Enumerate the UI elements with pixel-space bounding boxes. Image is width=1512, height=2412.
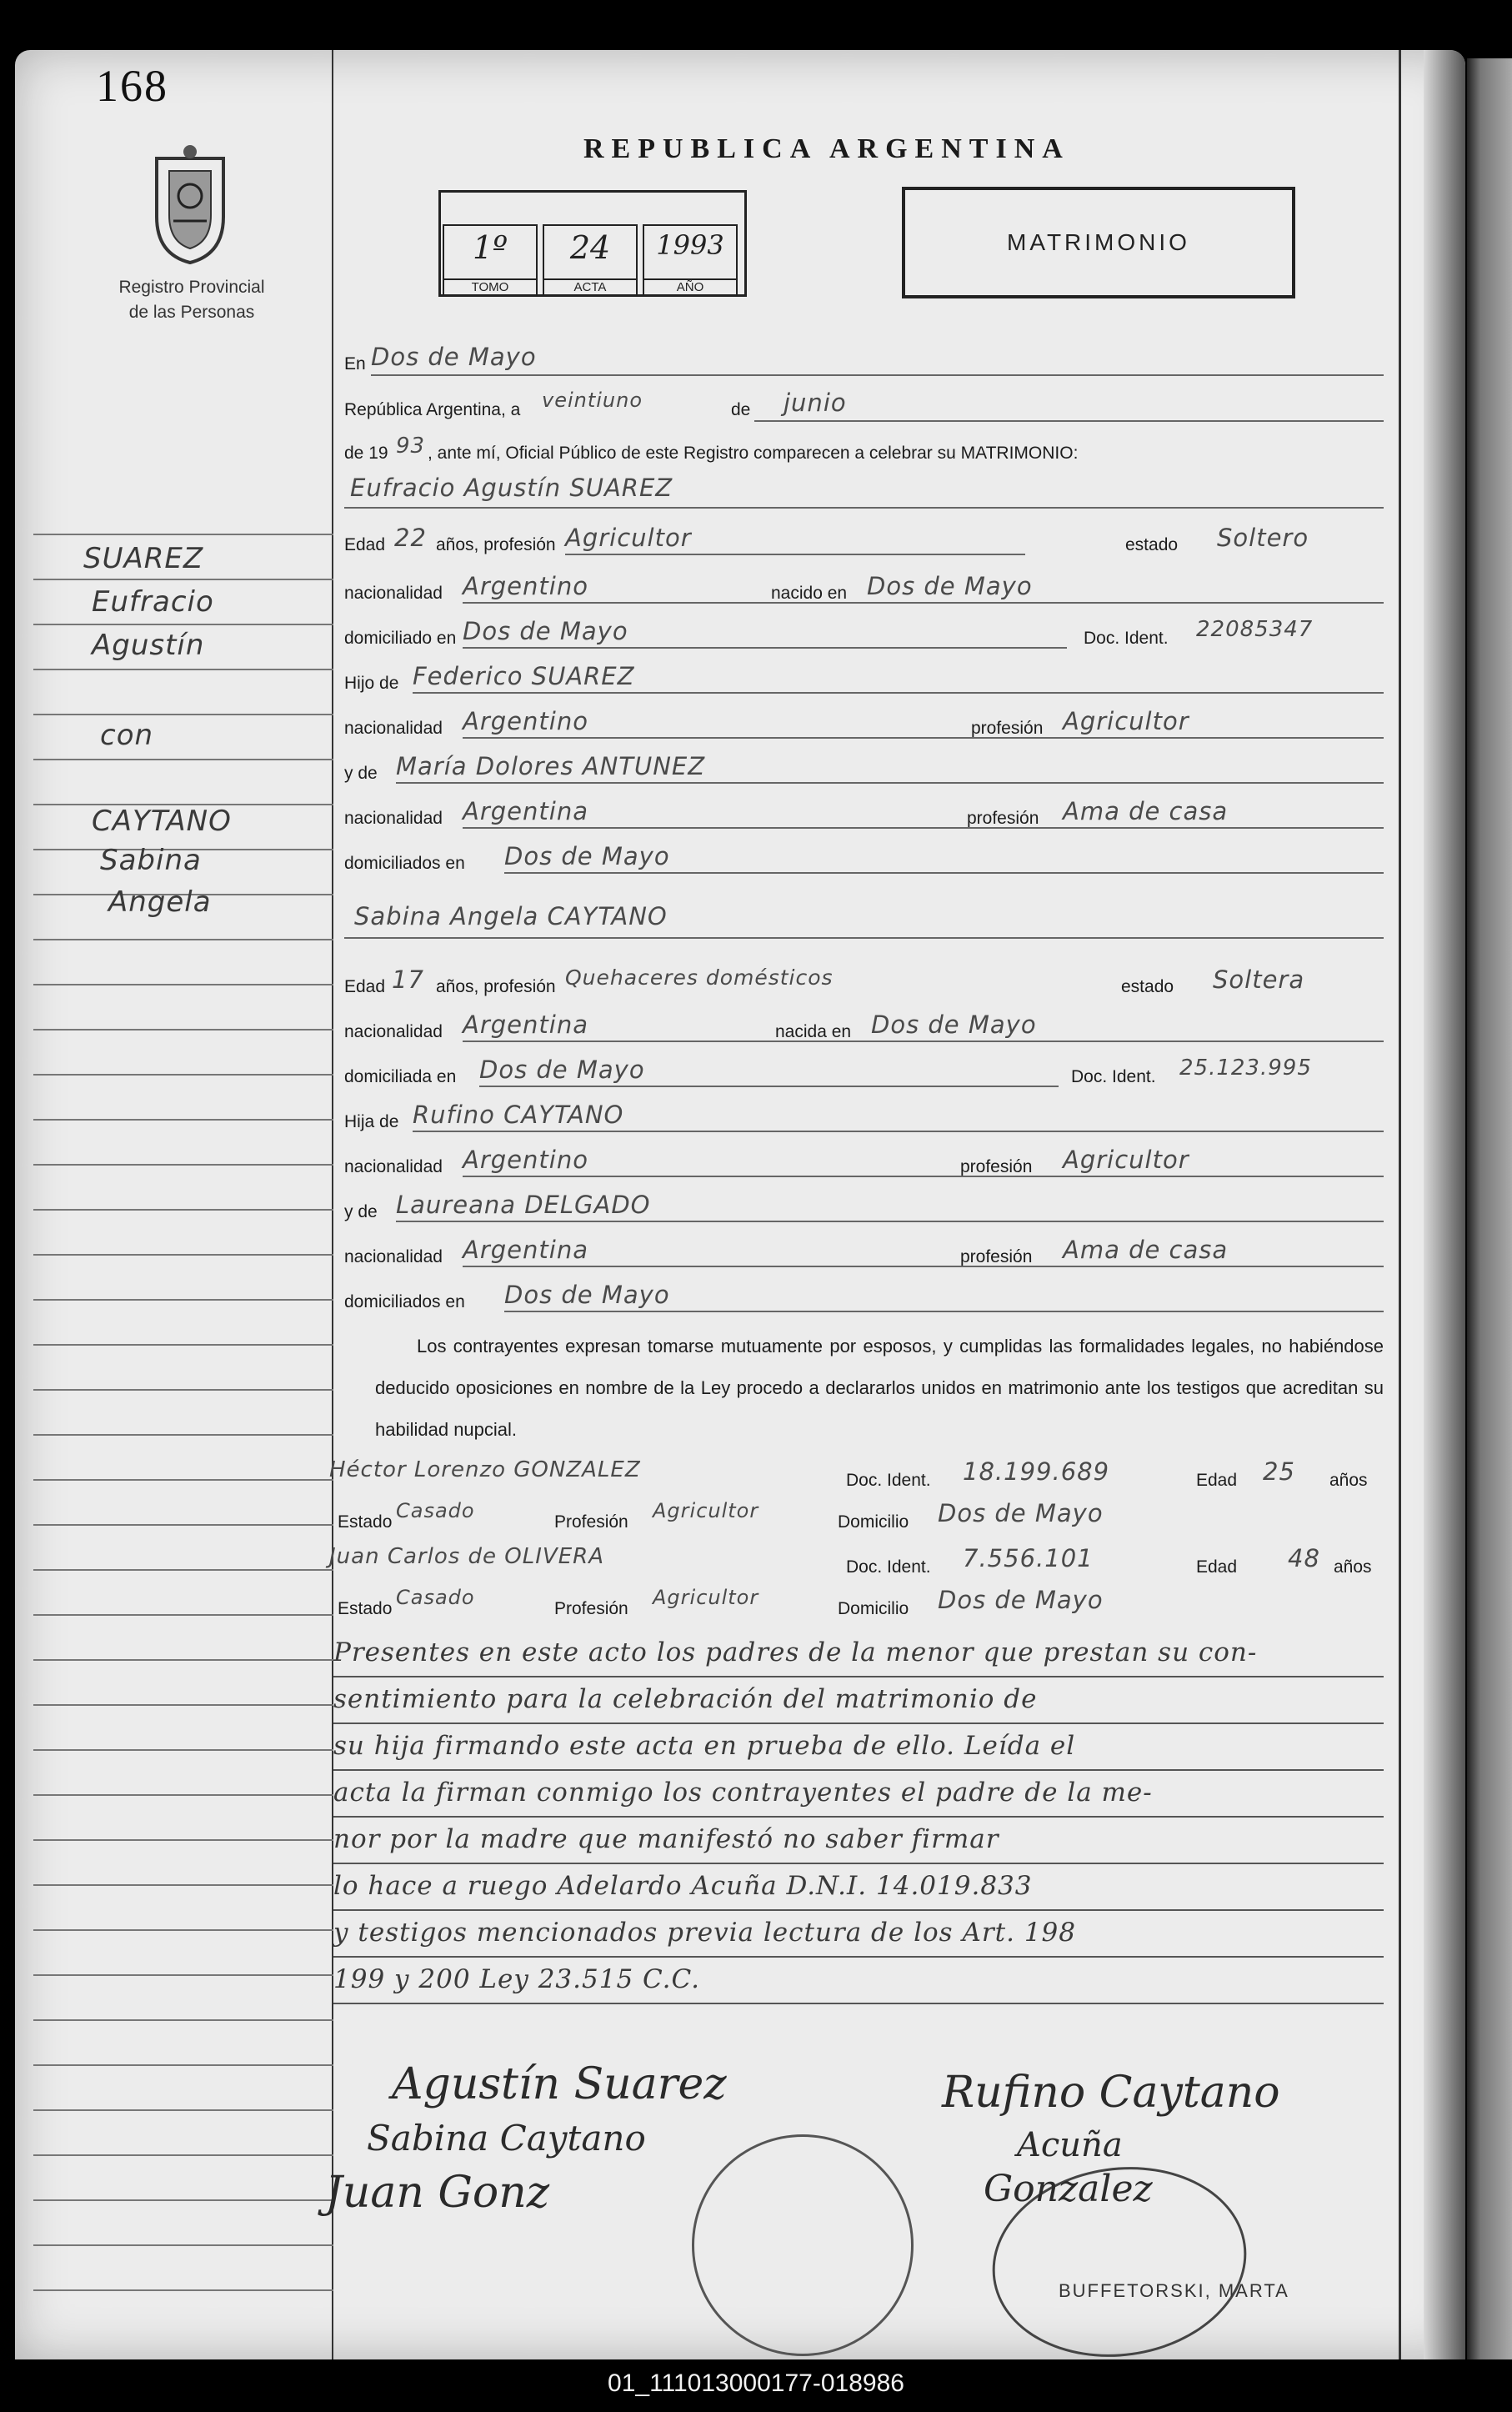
- groom-mother: María Dolores ANTUNEZ: [396, 752, 706, 780]
- margin-ruled-line: [33, 1749, 333, 1751]
- bride-mother-nationality: Argentina: [463, 1236, 588, 1264]
- groom-mother-nat-row: [329, 799, 1384, 832]
- margin-ruled-line: [33, 2064, 333, 2066]
- witness1-age: 25: [1263, 1457, 1295, 1486]
- w1-domicilio-label: Domicilio: [838, 1512, 909, 1532]
- bride-profesion-label: años, profesión: [436, 977, 556, 996]
- anio-value: 1993: [656, 229, 724, 261]
- nacionalidad-label: nacionalidad: [344, 584, 443, 603]
- bride-father-nat-row: [329, 1147, 1384, 1181]
- bride-father-nationality: Argentino: [463, 1146, 588, 1174]
- bride-doc: 25.123.995: [1179, 1056, 1312, 1081]
- bride-name-row: [329, 902, 1384, 935]
- ruego-signature: Acuña: [1017, 2126, 1123, 2164]
- witness1-doc: 18.199.689: [963, 1457, 1110, 1486]
- opening-year-row: [329, 435, 1384, 469]
- bride-estado-label: estado: [1121, 977, 1174, 996]
- groom-domicile: Dos de Mayo: [463, 617, 628, 645]
- acta-cell: [543, 224, 638, 294]
- bride-status: Soltera: [1213, 965, 1305, 994]
- groom-birthplace: Dos de Mayo: [867, 572, 1033, 600]
- witness1-domicile: Dos de Mayo: [938, 1499, 1104, 1527]
- bride-nationality-row: [329, 1012, 1384, 1046]
- groom-domicile-row: [329, 619, 1384, 652]
- margin-middle-name: Agustín: [92, 629, 205, 662]
- witness2-signature: Gonzalez: [984, 2168, 1153, 2210]
- groom-profession: Agricultor: [565, 524, 692, 552]
- opening-place-row: [329, 343, 1384, 379]
- margin-given-name: Eufracio: [92, 585, 214, 619]
- nacido-label: nacido en: [771, 584, 848, 603]
- margin-ruled-line: [33, 2289, 333, 2291]
- stamp-text: BUFFETORSKI, MARTA: [1059, 2280, 1289, 2301]
- anio-cell: [643, 224, 738, 294]
- groom-mother-nationality: Argentina: [463, 797, 588, 825]
- groom-father-row: [329, 664, 1384, 697]
- margin-ruled-line: [33, 2154, 333, 2156]
- witness2-status: Casado: [396, 1586, 475, 1609]
- note-line-6: lo hace a ruego Adelardo Acuña D.N.I. 14.019.833: [333, 1871, 1033, 1901]
- margin-ruled-line: [33, 1254, 333, 1256]
- groom-mother-row: [329, 754, 1384, 787]
- act-type-box: MATRIMONIO: [902, 187, 1295, 298]
- margin-ruled-line: [33, 1029, 333, 1030]
- groom-parents-domicile: Dos de Mayo: [504, 842, 670, 870]
- w1-anos-label: años: [1329, 1471, 1368, 1490]
- right-margin-rule: [1399, 50, 1401, 2359]
- margin-ruled-line: [33, 1569, 333, 1571]
- margin-surname: SUAREZ: [83, 542, 204, 575]
- bride-nac-label-2: nacionalidad: [344, 1157, 443, 1176]
- groom-age-row: [329, 525, 1384, 559]
- tomo-value: 1º: [472, 229, 508, 266]
- witness1-name: Héctor Lorenzo GONZALEZ: [329, 1457, 641, 1482]
- note-line-2: sentimiento para la celebración del matrimonio de: [333, 1684, 1038, 1714]
- bride-parents-domicile: Dos de Mayo: [504, 1281, 670, 1309]
- profesion-label-3: profesión: [967, 809, 1039, 828]
- w2-domicilio-label: Domicilio: [838, 1599, 909, 1618]
- w2-edad-label: Edad: [1196, 1557, 1238, 1577]
- bride-doc-label: Doc. Ident.: [1071, 1067, 1156, 1086]
- bride-edad-label: Edad: [344, 977, 386, 996]
- groom-father: Federico SUAREZ: [413, 662, 635, 690]
- bride-father: Rufino CAYTANO: [413, 1101, 624, 1129]
- witness1-row: [329, 1457, 1384, 1494]
- witness2-name: Juan Carlos de OLIVERA: [329, 1544, 604, 1569]
- margin-ruled-line: [33, 1074, 333, 1076]
- day-value: veintiuno: [542, 389, 643, 412]
- margin-ruled-line: [33, 1299, 333, 1301]
- bride-mother: Laureana DELGADO: [396, 1191, 651, 1219]
- groom-doc: 22085347: [1196, 617, 1314, 642]
- margin-ruled-line: [33, 1119, 333, 1121]
- witness2-profession: Agricultor: [653, 1586, 759, 1609]
- opening-date-row: [329, 389, 1384, 425]
- groom-parents-domicile-row: [329, 844, 1384, 877]
- margin-ruled-line: [33, 1479, 333, 1481]
- margin-ruled-line: [33, 1209, 333, 1211]
- bride-name: Sabina Angela CAYTANO: [354, 902, 668, 930]
- hija-label: Hija de: [344, 1112, 399, 1131]
- groom-signature: Agustín Suarez: [392, 2059, 727, 2109]
- margin-bride-name: Sabina: [100, 844, 202, 877]
- margin-ruled-line: [33, 2109, 333, 2111]
- bride-mother-nat-row: [329, 1237, 1384, 1271]
- father-signature: Rufino Caytano: [942, 2068, 1280, 2118]
- witness2-age: 48: [1288, 1544, 1320, 1572]
- margin-ruled-line: [33, 1434, 333, 1436]
- year-suffix: 93: [396, 434, 426, 459]
- margin-ruled-line: [33, 579, 333, 580]
- margin-ruled-line: [33, 1344, 333, 1346]
- groom-father-profession: Agricultor: [1063, 707, 1189, 735]
- note-line-4: acta la firman conmigo los contrayentes el padre de la me-: [333, 1778, 1153, 1808]
- volume-box: [438, 190, 747, 297]
- nacionalidad-label-3: nacionalidad: [344, 809, 443, 828]
- witness2-doc: 7.556.101: [963, 1544, 1094, 1572]
- w2-estado-label: Estado: [338, 1599, 393, 1618]
- domiciliado-label: domiciliado en: [344, 629, 457, 648]
- w2-profesion-label: Profesión: [554, 1599, 628, 1618]
- anio-label: AÑO: [644, 278, 736, 294]
- margin-ruled-line: [33, 1524, 333, 1526]
- profesion-label: años, profesión: [436, 535, 556, 554]
- margin-ruled-line: [33, 1929, 333, 1931]
- official-stamp: [692, 2134, 914, 2356]
- groom-status: Soltero: [1217, 524, 1309, 552]
- note-line-5: nor por la madre que manifestó no saber firmar: [333, 1824, 999, 1854]
- groom-mother-profession: Ama de casa: [1063, 797, 1229, 825]
- acta-value: 24: [569, 229, 611, 266]
- w2-doc-label: Doc. Ident.: [846, 1557, 931, 1577]
- bride-yde-label: y de: [344, 1202, 378, 1221]
- w1-edad-label: Edad: [1196, 1471, 1238, 1490]
- w1-profesion-label: Profesión: [554, 1512, 628, 1532]
- margin-ruled-line: [33, 534, 333, 535]
- nacida-label: nacida en: [775, 1022, 852, 1041]
- groom-name-row: [329, 474, 1384, 507]
- witness2-domicile: Dos de Mayo: [938, 1586, 1104, 1614]
- w1-doc-label: Doc. Ident.: [846, 1471, 931, 1490]
- margin-ruled-line: [33, 1794, 333, 1796]
- groom-father-nationality: Argentino: [463, 707, 588, 735]
- bride-mother-row: [329, 1192, 1384, 1226]
- de-label: de: [731, 400, 751, 419]
- bride-domiciliados-label: domiciliados en: [344, 1292, 465, 1311]
- bride-father-row: [329, 1102, 1384, 1136]
- acta-label: ACTA: [544, 278, 636, 294]
- note-line-7: y testigos mencionados previa lectura de los Art. 198: [333, 1918, 1076, 1948]
- domiciliada-label: domiciliada en: [344, 1067, 457, 1086]
- bride-nac-label-3: nacionalidad: [344, 1247, 443, 1266]
- folio-number: 168: [96, 61, 168, 111]
- margin-bride-surname: CAYTANO: [92, 805, 232, 838]
- margin-ruled-line: [33, 2019, 333, 2021]
- bride-prof-label-2: profesión: [960, 1157, 1033, 1176]
- registry-name: Registro Provincial de las Personas: [118, 278, 265, 322]
- margin-ruled-line: [33, 984, 333, 985]
- nacionalidad-label-2: nacionalidad: [344, 719, 443, 738]
- domiciliados-label: domiciliados en: [344, 854, 465, 873]
- doc-label: Doc. Ident.: [1084, 629, 1169, 648]
- bride-parents-domicile-row: [329, 1282, 1384, 1316]
- note-line-3: su hija firmando este acta en prueba de ello. Leída el: [333, 1731, 1076, 1761]
- tomo-cell: [443, 224, 538, 294]
- bride-nationality: Argentina: [463, 1010, 588, 1039]
- witness-signature: Juan Gonz: [325, 2168, 550, 2218]
- image-caption: 01_111013000177-018986: [608, 2369, 904, 2397]
- bride-age: 17: [392, 965, 424, 994]
- tomo-label: TOMO: [444, 278, 536, 294]
- bride-age-row: [329, 967, 1384, 1000]
- estado-label: estado: [1125, 535, 1179, 554]
- bride-domicile: Dos de Mayo: [479, 1056, 645, 1084]
- edad-label: Edad: [344, 535, 386, 554]
- margin-ruled-line: [33, 1389, 333, 1391]
- groom-father-nat-row: [329, 709, 1384, 742]
- declaration-text: Los contrayentes expresan tomarse mutuamente por esposos, y cumplidas las formalidades legales, no habiéndose deducido oposiciones en nombre de la Ley procedo a declararlos unidos en matrimonio ante los testigos que acreditan su habilidad nupcial.: [375, 1336, 1384, 1440]
- hijo-label: Hijo de: [344, 674, 399, 693]
- en-label: En: [344, 354, 366, 374]
- margin-bride-middle: Angela: [108, 885, 212, 919]
- groom-nationality: Argentino: [463, 572, 588, 600]
- provincial-seal-icon: [140, 142, 240, 267]
- bride-profession: Quehaceres domésticos: [565, 965, 834, 990]
- margin-ruled-line: [33, 1164, 333, 1166]
- bride-birthplace: Dos de Mayo: [871, 1010, 1037, 1039]
- groom-name: Eufracio Agustín SUAREZ: [350, 474, 673, 502]
- yde-label: y de: [344, 764, 378, 783]
- margin-ruled-line: [33, 714, 333, 715]
- bride-father-profession: Agricultor: [1063, 1146, 1189, 1174]
- margin-ruled-line: [33, 669, 333, 670]
- margin-ruled-line: [33, 1704, 333, 1706]
- margin-ruled-line: [33, 1659, 333, 1661]
- witness1-details-row: [329, 1499, 1384, 1536]
- profesion-label-2: profesión: [971, 719, 1044, 738]
- margin-ruled-line: [33, 1884, 333, 1886]
- witness2-row: [329, 1544, 1384, 1581]
- groom-nationality-row: [329, 574, 1384, 607]
- month-value: junio: [784, 389, 847, 417]
- margin-ruled-line: [33, 624, 333, 625]
- margin-ruled-line: [33, 1614, 333, 1616]
- witness2-details-row: [329, 1586, 1384, 1622]
- witness1-profession: Agricultor: [653, 1499, 759, 1522]
- margin-ruled-line: [33, 2199, 333, 2201]
- margin-ruled-line: [33, 939, 333, 940]
- margin-ruled-line: [33, 1839, 333, 1841]
- margin-con: con: [100, 719, 154, 752]
- groom-age: 22: [394, 524, 427, 552]
- republica-label: República Argentina, a: [344, 400, 521, 419]
- bride-signature: Sabina Caytano: [367, 2118, 646, 2159]
- note-line-1: Presentes en este acto los padres de la menor que prestan su con-: [333, 1637, 1258, 1667]
- facing-page-edge: [1467, 58, 1512, 2359]
- w2-anos-label: años: [1334, 1557, 1372, 1577]
- statement: , ante mí, Oficial Público de este Registro comparecen a celebrar su MATRIMONIO:: [428, 444, 1079, 463]
- margin-ruled-line: [33, 1974, 333, 1976]
- witness1-status: Casado: [396, 1499, 475, 1522]
- bride-domicile-row: [329, 1057, 1384, 1091]
- bride-prof-label-3: profesión: [960, 1247, 1033, 1266]
- country-heading: REPUBLICA ARGENTINA: [583, 133, 1070, 164]
- place-value: Dos de Mayo: [371, 343, 537, 371]
- w1-estado-label: Estado: [338, 1512, 393, 1532]
- bride-mother-profession: Ama de casa: [1063, 1236, 1229, 1264]
- year-prefix: de 19: [344, 444, 388, 463]
- book-gutter: [1424, 50, 1465, 2359]
- bride-nac-label: nacionalidad: [344, 1022, 443, 1041]
- margin-ruled-line: [33, 759, 333, 760]
- margin-ruled-line: [33, 2244, 333, 2246]
- note-line-8: 199 y 200 Ley 23.515 C.C.: [333, 1964, 700, 1994]
